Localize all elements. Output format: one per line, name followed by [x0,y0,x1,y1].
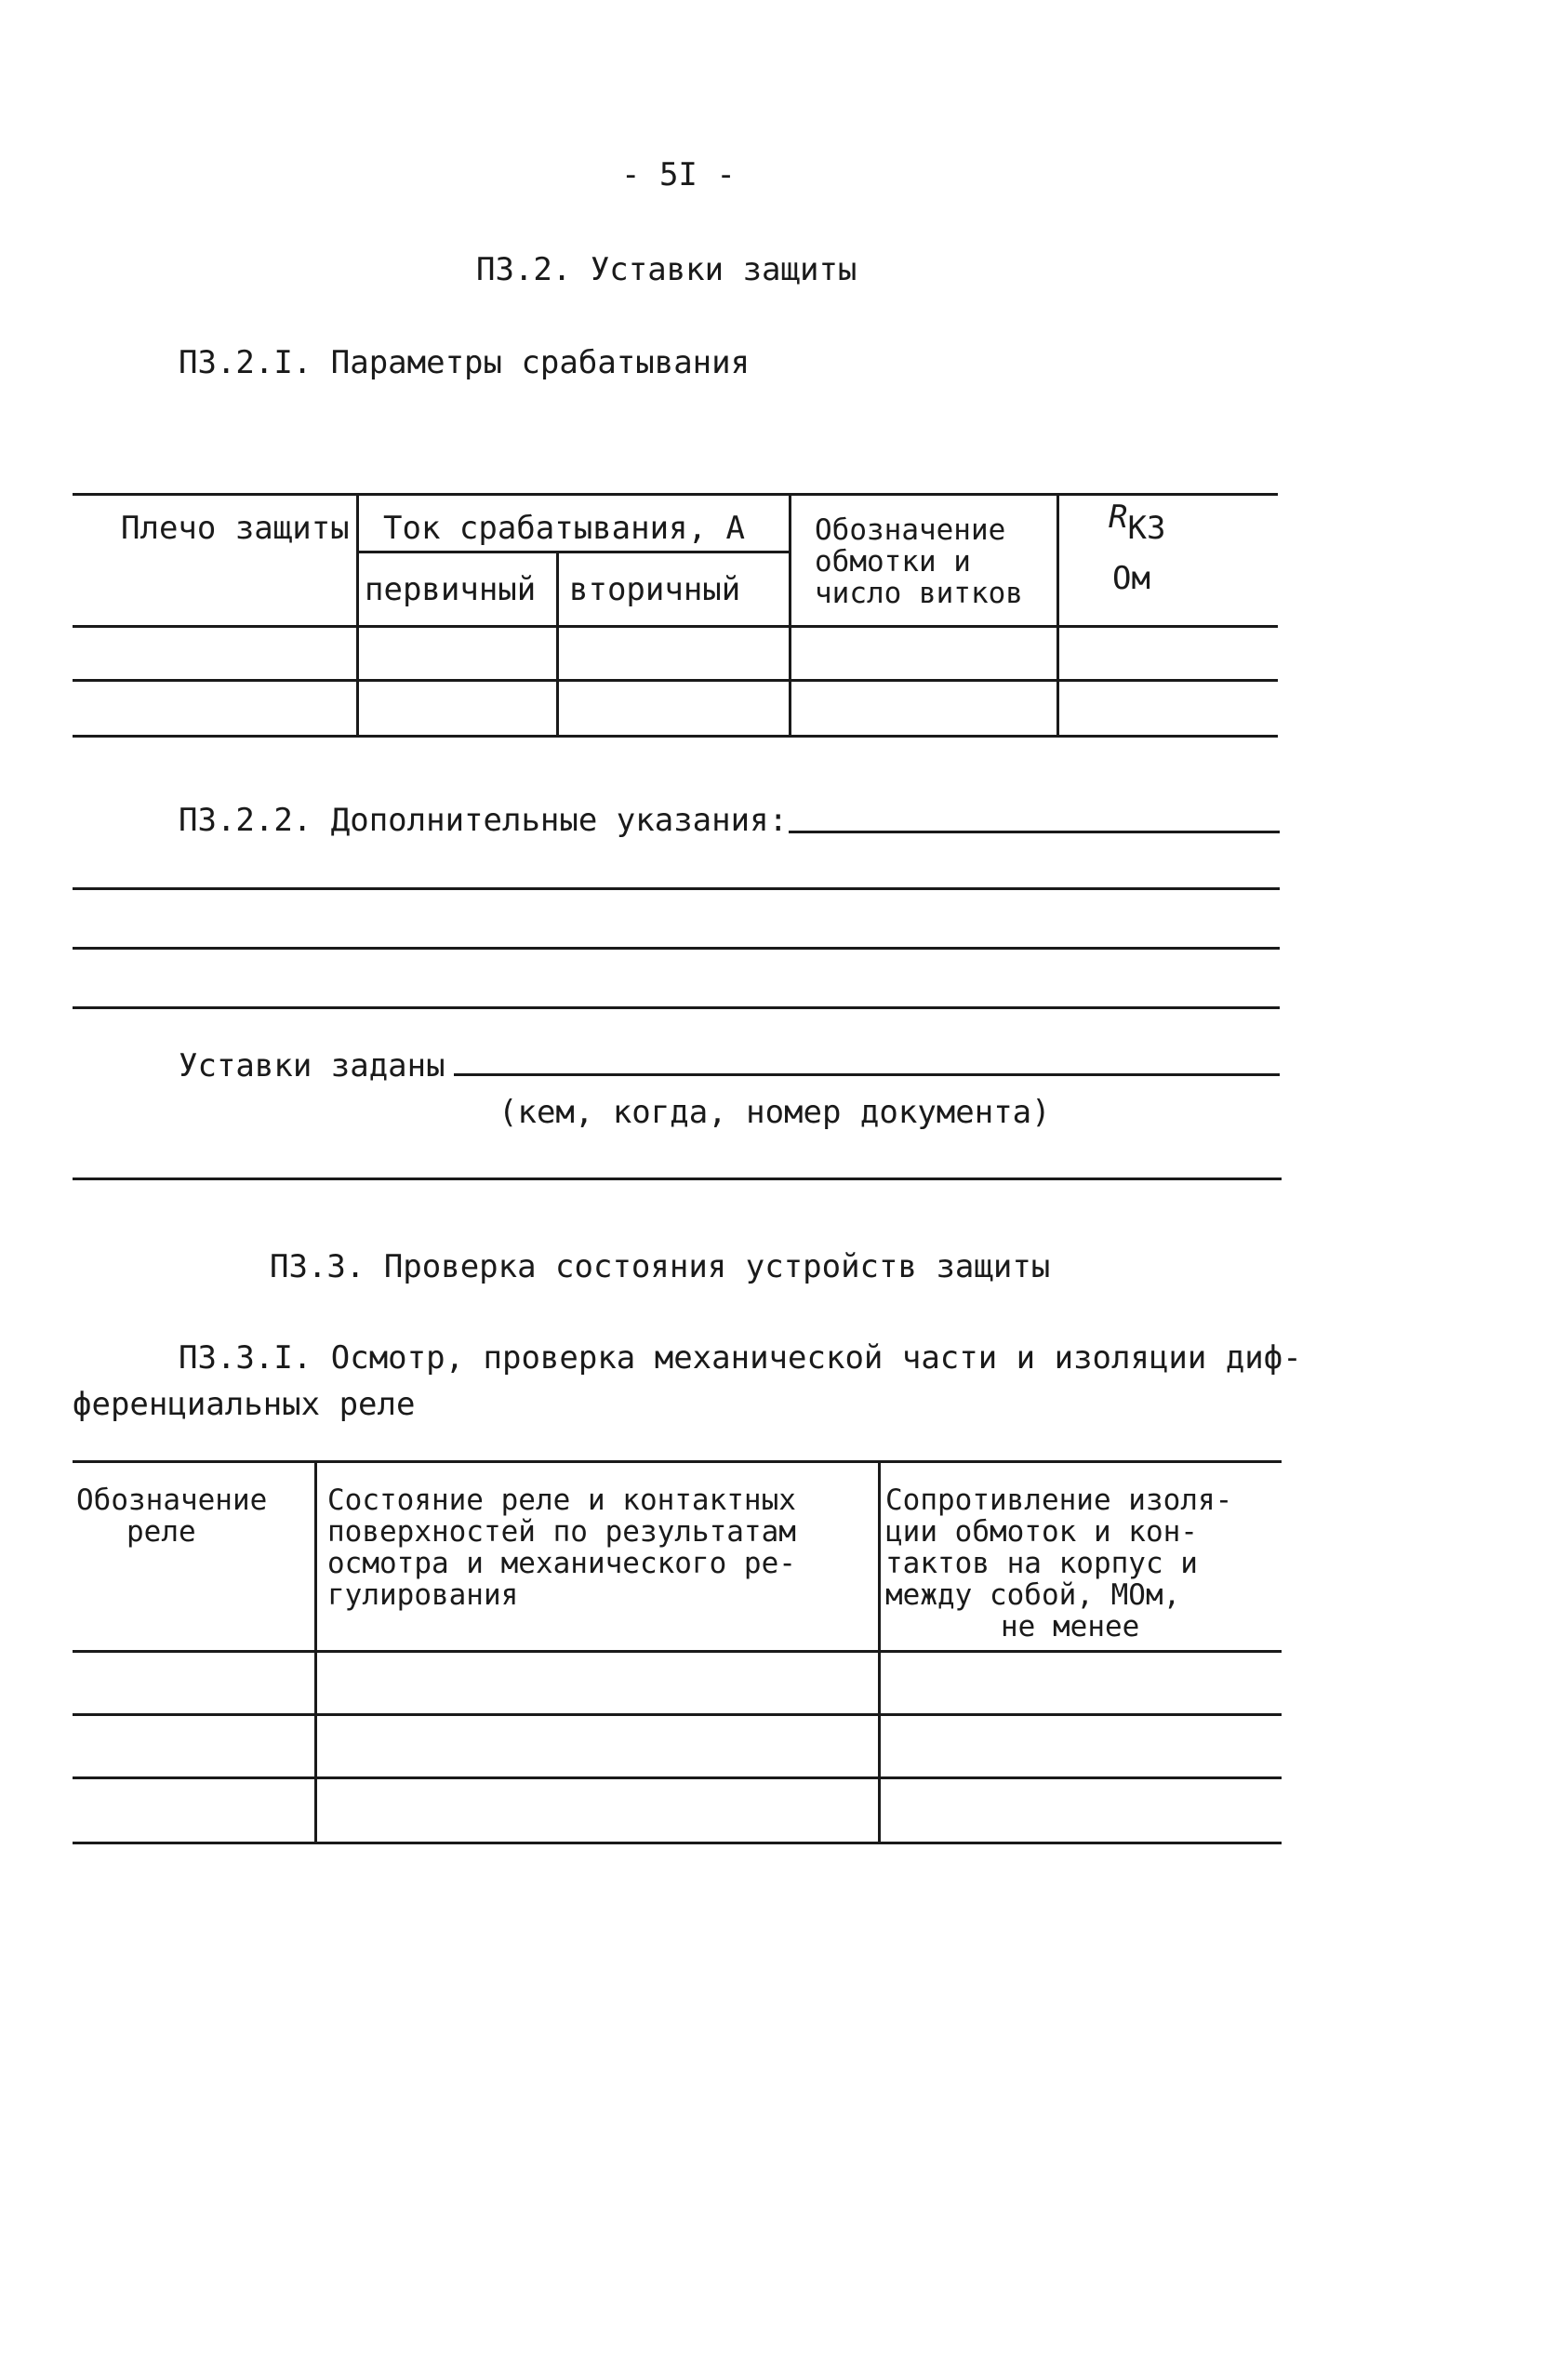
table-header-winding-1: Обозначение [815,513,1006,547]
table-header-ohm: Ом [1112,560,1150,597]
setpoints-label: Уставки заданы [179,1047,445,1084]
relay-header-2b: поверхностей по результатам [327,1515,796,1549]
subsection-3-line-1: ПЗ.3.I. Осмотр, проверка механической части и изоляции диф- [179,1339,1302,1377]
table-header-winding-3: число витков [815,577,1023,610]
table-header-secondary: вторичный [569,571,741,608]
relay-header-2a: Состояние реле и контактных [327,1484,796,1517]
instructions-line[interactable] [73,947,1280,950]
page-number: - 5I - [621,156,736,193]
instructions-line[interactable] [73,1006,1280,1009]
table-header-primary: первичный [365,571,537,608]
table-header-shoulder: Плечо защиты [121,510,350,547]
relay-header-3b: ции обмоток и кон- [885,1515,1198,1549]
relay-header-1b: реле [126,1515,196,1549]
section-title: ПЗ.2. Уставки защиты [476,251,857,288]
setpoints-line-2[interactable] [73,1178,1282,1180]
relay-header-2c: осмотра и механического ре- [327,1547,796,1580]
relay-header-3c: тактов на корпус и [885,1547,1198,1580]
resistance-subscript: КЗ [1127,510,1166,547]
setpoints-line[interactable] [454,1073,1280,1076]
table-header-winding-2: обмотки и [815,545,971,579]
subsection-heading: ПЗ.2.I. Параметры срабатывания [179,344,751,381]
relay-header-1a: Обозначение [76,1484,268,1517]
relay-header-3a: Сопротивление изоля- [885,1484,1233,1517]
relay-header-3d: между собой, МОм, [885,1578,1181,1612]
relay-header-2d: гулирования [327,1578,519,1612]
table-header-current: Ток срабатывания, А [383,510,745,547]
subsection-3-line-2: ференциальных реле [73,1386,416,1423]
section-3-title: ПЗ.3. Проверка состояния устройств защиты [270,1248,1051,1285]
additional-instructions-label: ПЗ.2.2. Дополнительные указания: [179,802,789,839]
resistance-symbol: R [1109,499,1128,536]
setpoints-hint: (кем, когда, номер документа) [498,1094,1051,1131]
instructions-line[interactable] [789,831,1280,833]
instructions-line[interactable] [73,887,1280,890]
relay-header-3e: не менее [1001,1610,1140,1643]
table-header-resistance [1109,499,1166,547]
